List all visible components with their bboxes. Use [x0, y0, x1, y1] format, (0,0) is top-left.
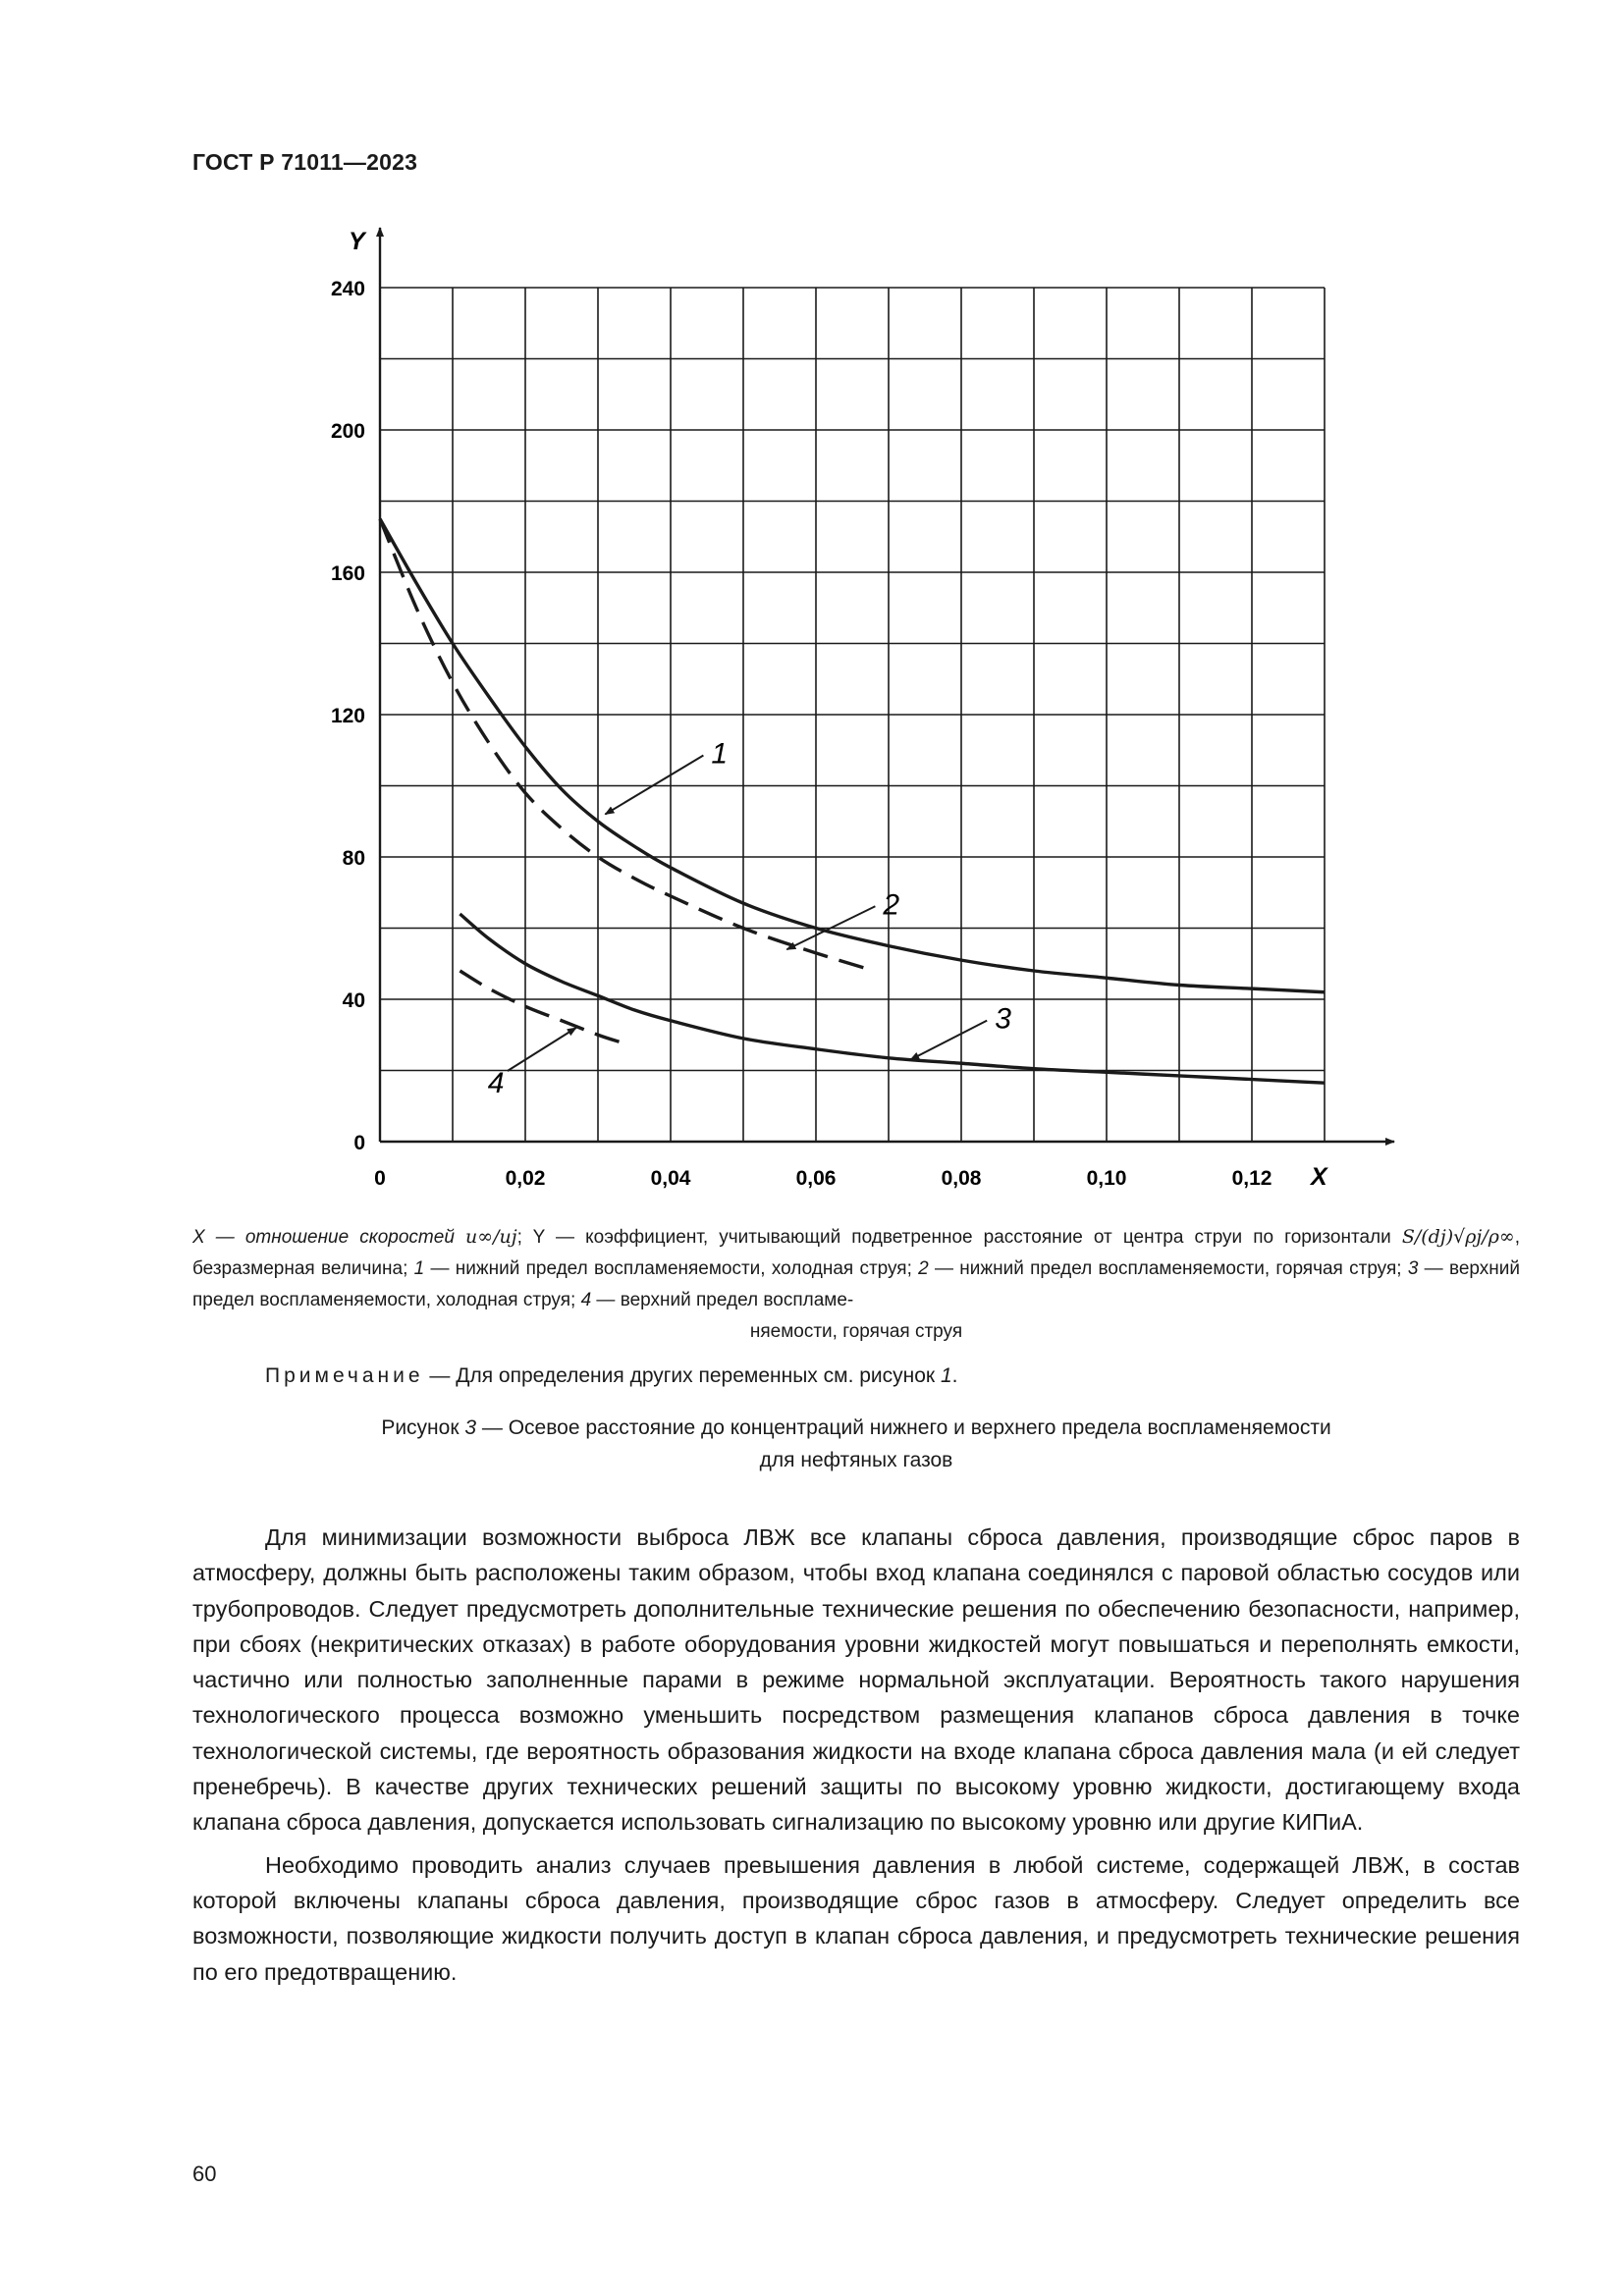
annotation-label-1: 1 [711, 737, 729, 771]
legend-desc: , безразмерная величина; [192, 1227, 1520, 1279]
legend-n3: 3 [1407, 1258, 1419, 1279]
legend-y-def: ; Y — коэффициент, учитывающий подветренное расстояние от центра струи по горизонтали [516, 1227, 1391, 1248]
figure-title-line2: для нефтяных газов [759, 1449, 953, 1471]
annotation-arrow-1 [605, 756, 703, 815]
curve-1 [380, 519, 1325, 992]
y-tick-label: 200 [330, 420, 365, 443]
x-tick-label: 0,08 [941, 1167, 982, 1190]
curve-3 [460, 914, 1325, 1083]
legend-n4: 4 [580, 1290, 592, 1310]
figure-number: 3 [464, 1416, 477, 1439]
x-tick-label: 0,02 [505, 1167, 546, 1190]
annotation-label-4: 4 [487, 1067, 505, 1099]
figure-title [192, 1412, 1520, 1476]
paragraph: Необходимо проводить анализ случаев превышения давления в любой системе, содержащей ЛВЖ, в состав которой включены клапаны сброса давления, производящие сброс газов в атмосферу. Следует определить все возможности, позволяющие жидкости получить доступ в клапан сброса давления, и предусмотреть технические решения по его предотвращению. [192, 1851, 1520, 1985]
page-number: 60 [192, 2162, 217, 2186]
note-label: Примечание [265, 1364, 424, 1387]
legend-n2: 2 [918, 1258, 929, 1279]
x-tick-label: 0,06 [795, 1167, 837, 1190]
legend-n1: 1 [413, 1258, 425, 1279]
document-code: ГОСТ Р 71011—2023 [192, 149, 418, 175]
legend-x-def: X — отношение скоростей [192, 1227, 455, 1248]
x-tick-label: 0,12 [1231, 1167, 1272, 1190]
figure-note [265, 1364, 957, 1388]
y-tick-label: 80 [342, 847, 365, 870]
x-tick-label: 0,10 [1086, 1167, 1127, 1190]
annotation-arrow-3 [910, 1021, 987, 1060]
figure-title-text: — Осевое расстояние до концентраций нижнего и верхнего предела воспламеняемости [476, 1416, 1331, 1439]
x-tick-label: 0 [374, 1167, 386, 1190]
legend-d3: — верхний предел воспламеняемости, холодная струя; [192, 1258, 1520, 1310]
figure-title-line1 [192, 1412, 1520, 1444]
legend-x-formula: u∞/uj [465, 1226, 517, 1248]
chart-ticks [331, 278, 1272, 1190]
chart-axes [349, 228, 1394, 1191]
figure-title-prefix: Рисунок [381, 1416, 465, 1439]
note-end: . [951, 1364, 958, 1387]
legend-d4-end: няемости, горячая струя [749, 1321, 963, 1342]
paragraph: Для минимизации возможности выброса ЛВЖ все клапаны сброса давления, производящие сброс паров в атмосферу, должны быть расположены таким образом, чтобы вход клапана соединялся с паровой областью сосудов или трубопроводов. Следует предусмотреть дополнительные технические решения по обеспечению безопасности, например, при сбоях (некритических отказах) в работе оборудования уровни жидкостей могут повышаться и переполнять емкости, частично или полностью заполненные парами в режиме нормальной эксплуатации. Вероятность такого нарушения технологического процесса возможно уменьшить посредством размещения клапанов сброса давления в точке технологической системы, где вероятность образования жидкости на входе клапана сброса давления мала (и ей следует пренебречь). В качестве других технических решений защиты по высокому уровню жидкости, достигающему входа клапана сброса давления, допускается использовать сигнализацию по высокому уровню или другие КИПиА. [192, 1524, 1520, 1836]
legend-d4: — верхний предел воспламе- [591, 1290, 854, 1310]
curve-4 [460, 971, 620, 1042]
chart-grid [380, 288, 1325, 1142]
x-axis-label: X [1311, 1163, 1327, 1191]
y-tick-label: 120 [330, 705, 365, 727]
curve-2 [380, 519, 874, 971]
note-ref: 1 [940, 1364, 952, 1387]
chart-series [380, 519, 1325, 1084]
annotation-label-2: 2 [883, 888, 900, 922]
y-tick-label: 40 [342, 989, 365, 1012]
legend-d2: — нижний предел воспламеняемости, горячая струя; [928, 1258, 1402, 1279]
y-tick-label: 0 [353, 1132, 365, 1154]
note-text: — Для определения других переменных см. рисунок [423, 1364, 941, 1387]
figure-legend [192, 1221, 1520, 1348]
annotation-label-3: 3 [995, 1002, 1011, 1036]
y-axis-label: Y [349, 228, 365, 255]
legend-formula: S/(dj)√ρj/ρ∞ [1401, 1226, 1515, 1248]
legend-d1: — нижний предел воспламеняемости, холодная струя; [424, 1258, 912, 1279]
y-tick-label: 240 [330, 278, 365, 300]
x-tick-label: 0,04 [650, 1167, 691, 1190]
annotation-arrow-4 [508, 1028, 576, 1071]
body-text [192, 1520, 1520, 1997]
y-tick-label: 160 [330, 562, 365, 585]
